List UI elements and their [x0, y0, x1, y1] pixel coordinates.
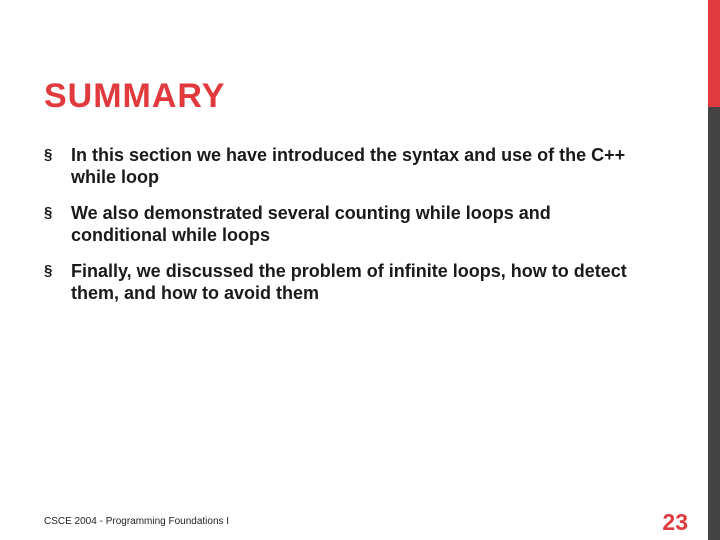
bullet-text: In this section we have introduced the syntax and use of the C++ while loop: [71, 145, 626, 187]
bullet-item: [44, 144, 644, 188]
bullet-marker-icon: §: [44, 146, 53, 163]
bullet-item: [44, 260, 644, 304]
footer-course-label: CSCE 2004 - Programming Foundations I: [44, 516, 230, 527]
bullet-list: [44, 144, 644, 318]
bullet-text: We also demonstrated several counting while loops and conditional while loops: [71, 203, 551, 245]
bullet-text: Finally, we discussed the problem of infinite loops, how to detect them, and how to avoid them: [71, 261, 627, 303]
page-number: 23: [662, 509, 688, 535]
slide-title: SUMMARY: [44, 77, 226, 115]
bullet-marker-icon: §: [44, 262, 53, 279]
side-accent-bar-top: [708, 0, 720, 107]
bullet-marker-icon: §: [44, 204, 53, 221]
bullet-item: [44, 202, 644, 246]
